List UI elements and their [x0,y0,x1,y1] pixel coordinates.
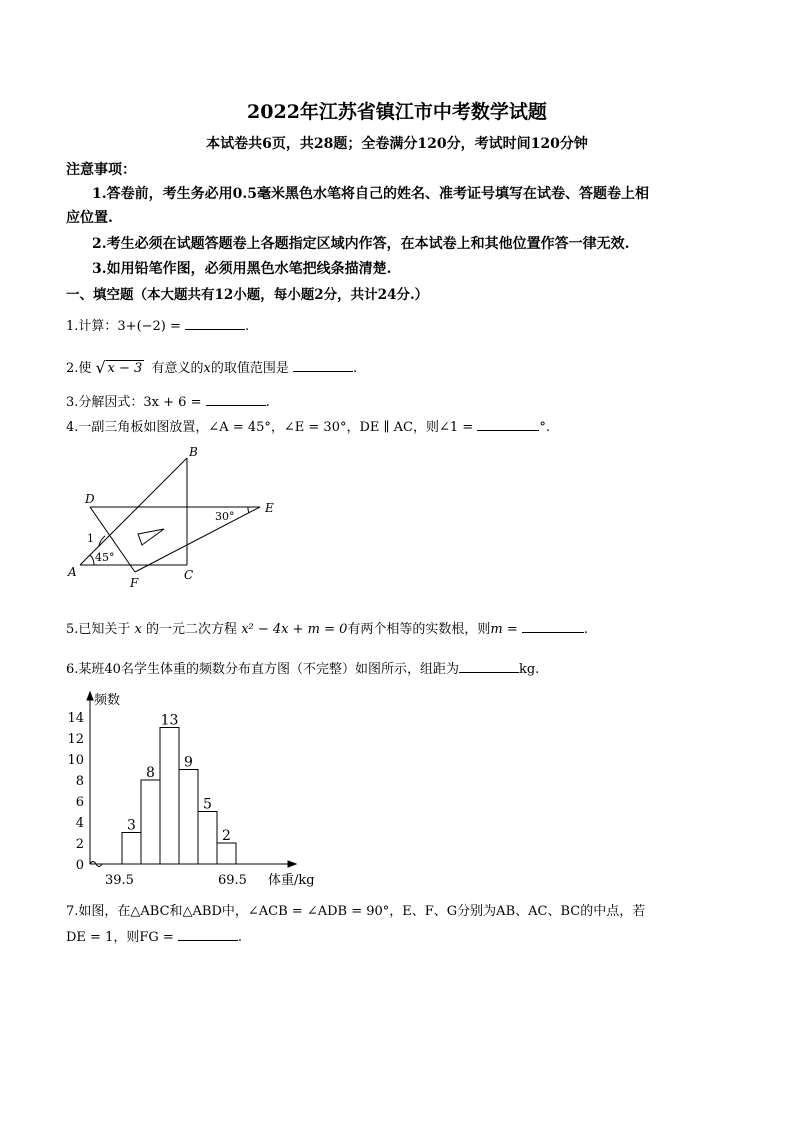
segment-fe [135,507,260,572]
label-f: F [130,576,139,590]
y-tick-label: 6 [75,795,84,810]
q6-text: 6.某班40名学生体重的频数分布直方图（不完整）如图所示，组距为 [66,662,459,677]
label-angle-30: 30° [215,510,235,523]
bar-data-label: 5 [203,796,212,813]
x-tick-label-first: 39.5 [105,873,134,888]
histogram-bar [122,833,141,865]
q2-rest: 的取值范围是 [210,361,289,376]
label-angle-45: 45° [95,551,115,564]
q3-answer-blank[interactable] [206,391,266,406]
q2-middle: 有意义的 [151,361,204,376]
page-title: 2022年江苏省镇江市中考数学试题 [247,101,547,123]
q3-expression: 3x + 6 = [143,395,202,410]
q7-suffix: . [237,930,243,945]
notes-heading: 注意事项： [66,162,136,178]
y-tick-label: 2 [75,837,84,852]
segment-ab [80,458,187,565]
question-7-line1: 7.如图，在△ABC和△ABD中，∠ACB = ∠ADB = 90°，E、F、G分别为AB、AC、BC的中点，若 [66,904,646,919]
q5-answer-blank[interactable] [522,618,584,633]
histogram-bar [160,728,179,865]
question-5 [66,618,588,637]
q5-prefix: 5.已知关于 [66,622,131,637]
histogram-bar [198,812,217,865]
question-1 [66,315,249,334]
triangle-figure [60,440,290,590]
label-c: C [184,568,194,582]
label-angle-1: 1 [87,532,94,545]
histogram-bar [217,843,236,864]
y-tick-label: 4 [75,816,84,831]
q2-suffix: . [352,361,358,376]
q6-answer-blank[interactable] [459,658,519,673]
note-item-1-line1: 1.答卷前，考生务必用0.5毫米黑色水笔将自己的姓名、准考证号填写在试卷、答题卷上相 [92,186,649,202]
question-4 [66,416,550,435]
q5-var2: m = [490,622,518,637]
q5-equation: x² − 4x + m = 0 [241,622,348,637]
q1-answer-blank[interactable] [185,315,245,330]
y-tick-label: 0 [75,858,84,873]
y-axis-arrow-icon [87,692,93,700]
note-item-1-line2: 应位置. [66,210,113,226]
q2-radicand: x − 3 [107,361,143,376]
label-e: E [265,501,274,515]
q3-suffix: . [265,395,270,410]
q1-suffix: . [245,319,250,334]
label-a: A [68,565,77,579]
label-b: B [189,445,198,459]
angle-30-arc [248,507,249,513]
bar-data-label: 13 [160,712,179,729]
y-tick-label: 10 [67,753,84,768]
x-axis-arrow-icon [288,861,296,867]
page-subtitle: 本试卷共6页，共28题；全卷满分120分，考试时间120分钟 [206,136,588,152]
y-tick-label: 12 [67,732,84,747]
y-tick-label: 8 [75,774,84,789]
q6-suffix: . [535,662,540,677]
q7-line2-text: DE = 1，则FG = [66,930,174,945]
y-tick-label: 14 [67,711,84,726]
q5-suffix: . [583,622,589,637]
q5-var: x [134,622,142,637]
question-2 [66,357,357,376]
bar-data-label: 8 [146,765,155,781]
q2-var: x [203,361,211,376]
q1-prefix: 1.计算： [66,319,118,334]
bar-data-label: 9 [184,754,193,771]
q6-unit: kg [518,662,536,677]
q5-middle: 的一元二次方程 [146,622,238,637]
q4-suffix: °. [539,420,550,435]
angle-45-arc [90,555,94,565]
q2-answer-blank[interactable] [293,357,353,372]
sqrt-icon: √ [95,358,106,377]
question-3 [66,391,270,410]
q4-text: 4.一副三角板如图放置，∠A = 45°，∠E = 30°，DE ∥ AC，则∠1 = [66,420,474,435]
q4-answer-blank[interactable] [477,416,539,431]
histogram-bar [141,780,160,864]
q2-prefix: 2.使 [66,361,92,376]
question-7-line2 [66,926,242,945]
inner-triangle [138,529,164,545]
histogram-bar [179,770,198,865]
x-axis-label: 体重/kg [268,873,315,888]
bar-data-label: 2 [222,828,231,844]
note-item-2: 2.考生必须在试题答题卷上各题指定区域内作答，在本试卷上和其他位置作答一律无效. [92,236,630,252]
question-6 [66,658,539,677]
x-tick-label-last: 69.5 [218,873,247,888]
q5-rest: 有两个相等的实数根，则 [347,622,491,637]
q2-radical [95,358,145,377]
q1-expression: 3+(−2) = [117,319,181,334]
label-d: D [85,492,95,506]
bar-data-label: 3 [127,817,136,834]
note-item-3: 3.如用铅笔作图，必须用黑色水笔把线条描清楚. [92,261,392,277]
section-heading: 一、填空题（本大题共有12小题，每小题2分，共计24分.） [66,287,429,303]
y-axis-label: 频数 [94,693,121,708]
frequency-histogram [60,688,340,893]
q7-answer-blank[interactable] [178,926,238,941]
q3-prefix: 3.分解因式： [66,395,144,410]
